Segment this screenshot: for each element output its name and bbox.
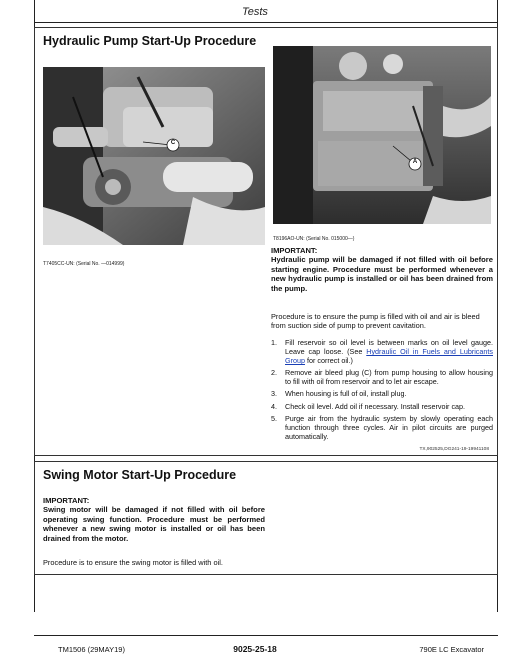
footer-page-number: 9025-25-18 [233,644,277,654]
swing-important-note [43,496,265,543]
pump-step [271,414,493,441]
swing-procedure-box [34,461,498,575]
pump-step [271,338,493,365]
step-1-text-pre: Fill reservoir so oil level is between marks on oil level gauge. Leave cap loose. (See [285,338,493,357]
pump-step [271,389,493,398]
pump-photo-early [43,67,265,245]
pump-photo-late-image [273,46,491,224]
step-text: Check oil level. Add oil if necessary. Install reservoir cap. [285,401,466,411]
pump-procedure-box [34,27,498,456]
footer-manual-id: TM1506 (29MAY19) [58,645,125,654]
header-rule [34,22,498,23]
step-number: 5. [271,413,277,423]
step-number: 4. [271,401,277,411]
footer-rule [34,635,498,636]
step-text: Purge air from the hydraulic system by slowly operating each function through three cycles. Air in pilot circuits are purged automatically. [285,413,493,441]
section-header: Tests [242,6,268,18]
step-number: 1. [271,338,277,347]
swing-important-label: IMPORTANT: [43,496,90,505]
pump-intro-text: Procedure is to ensure the pump is filled with oil and air is bleed from suction side of pump to prevent cavitation. [271,312,480,331]
swing-intro-text: Procedure is to ensure the swing motor is filled with oil. [43,558,223,567]
pump-photo-late [273,46,491,224]
step-text [285,338,493,365]
swing-section-title: Swing Motor Start-Up Procedure [43,468,237,482]
pump-important-label: IMPORTANT: [271,246,318,255]
step-1-text-post: for correct oil.) [306,356,353,366]
pump-important-note [271,246,493,293]
step-text: Remove air bleed plug (C) from pump housing to allow housing to fill with oil from reservoir and to let air escape. [285,368,493,387]
callout-a: A [412,159,418,165]
pump-important-text: Hydraulic pump will be damaged if not filled with oil before starting engine. Procedure must be performed whenever a new hydraulic pump is installed or oil has been drained from the pump. [271,255,493,293]
pump-step [271,368,493,386]
pump-photo-early-caption: T7405CC-UN: (Serial No. —014999) [43,261,125,267]
footer-machine-model: 790E LC Excavator [419,645,484,654]
step-number: 2. [271,368,277,378]
hydraulic-oil-link[interactable]: Hydraulic Oil in Fuels and Lubricants Group [285,347,493,366]
step-text: When housing is full of oil, install plug. [285,389,407,399]
pump-section-title: Hydraulic Pump Start-Up Procedure [43,34,257,48]
pump-reference-code: TX,902525,DG241-19-19941108 [419,447,489,452]
pump-steps-list [271,338,493,444]
pump-photo-early-image [43,67,265,245]
callout-c: C [170,140,176,146]
step-number: 3. [271,389,277,399]
pump-photo-late-caption: T8196AO-UN: (Serial No. 015000—) [273,236,355,242]
pump-step [271,402,493,411]
swing-important-text: Swing motor will be damaged if not filled with oil before operating swing function. Procedure must be performed whenever a new swing motor is installed or oil has been drained from the motor. [43,505,265,543]
